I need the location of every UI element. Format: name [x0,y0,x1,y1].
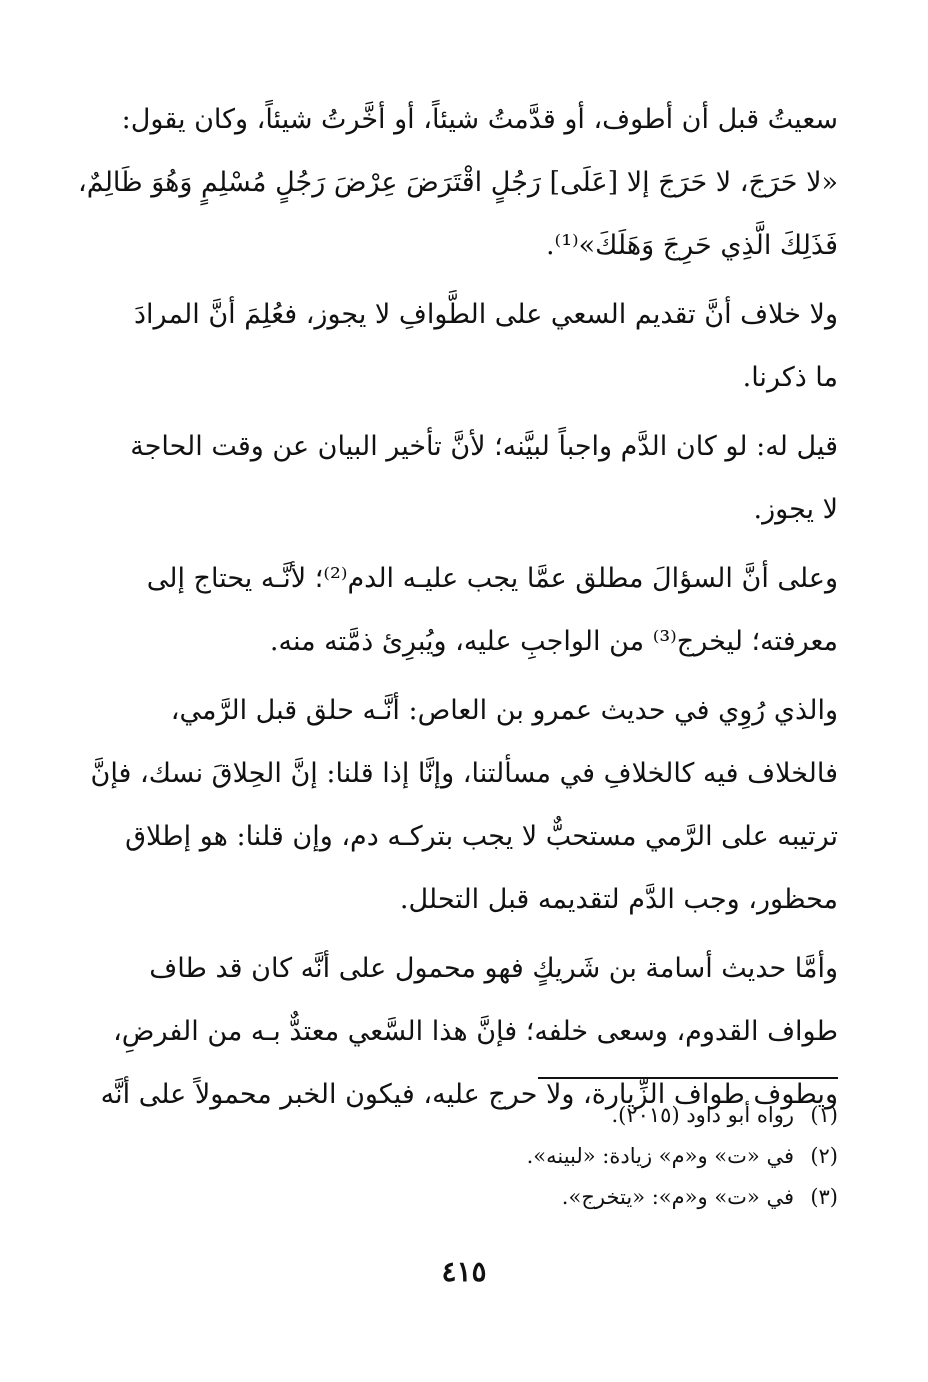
page-number: ٤١٥ [441,1255,487,1288]
main-text [78,88,838,1126]
footnote-text: في «ت» و«م»: «يتخرج». [561,1185,794,1209]
text-line: سعيتُ قبل أن أطوف، أو قدَّمتُ شيئاً، أو أخَّرتُ شيئاً، وكان يقول: [121,104,838,135]
paragraph [90,283,838,409]
footnote [90,1177,838,1218]
text-line: «لا حَرَجَ، لا حَرَجَ إلا [عَلَى] رَجُلٍ اقْتَرَضَ عِرْضَ رَجُلٍ مُسْلِمٍ وَهُوَ ظَالِمٌ، [78,167,838,198]
footnote-number: (٢) [810,1144,838,1168]
text-line: قيل له: لو كان الدَّم واجباً لبيَّنه؛ لأنَّ تأخير البيان عن وقت الحاجة [130,431,838,462]
text-line: محظور، وجب الدَّم لتقديمه قبل التحلل. [399,884,838,915]
text-line: معرفته؛ ليخرج⁽³⁾ من الواجبِ عليه، ويُبرِئ ذمَّته منه. [269,626,838,657]
footnote-separator [538,1077,838,1079]
text-line: والذي رُوِي في حديث عمرو بن العاص: أنَّـه حلق قبل الرَّمي، [170,695,838,726]
text-line: ويطوف طواف الزِّيارة، ولا حرج عليه، فيكون الخبر محمولاً على أنَّه [100,1079,838,1110]
footnotes [90,1095,838,1218]
paragraph [90,679,838,931]
footnote-number: (١) [810,1103,838,1127]
footnote-number: (٣) [810,1185,838,1209]
paragraph [78,88,838,277]
footnote [90,1095,838,1136]
paragraph [90,547,838,673]
footnote [90,1136,838,1177]
text-line: لا يجوز. [753,494,838,525]
text-line: طواف القدوم، وسعى خلفه؛ فإنَّ هذا السَّعي معتدٌّ بـه من الفرضِ، [113,1016,838,1047]
text-line: ترتيبه على الرَّمي مستحبٌّ لا يجب بتركـه دم، وإن قلنا: هو إطلاق [125,821,838,852]
text-line: فالخلاف فيه كالخلافِ في مسألتنا، وإنَّا إذا قلنا: إنَّ الحِلاقَ نسك، فإنَّ [90,758,838,789]
footnote-text: في «ت» و«م» زيادة: «لبينه». [526,1144,794,1168]
text-line: فَذَلِكَ الَّذِي حَرِجَ وَهَلَكَ»⁽¹⁾. [545,230,838,261]
text-line: ولا خلاف أنَّ تقديم السعي على الطَّوافِ لا يجوز، فعُلِمَ أنَّ المرادَ [134,299,838,330]
paragraph [90,415,838,541]
footnote-text: رواه أبو داود (٢٠١٥). [611,1103,794,1127]
text-line: وأمَّا حديث أسامة بن شَريكٍ فهو محمول على أنَّه كان قد طاف [149,953,838,984]
text-line: وعلى أنَّ السؤالَ مطلق عمَّا يجب عليـه الدم⁽²⁾؛ لأنَّـه يحتاج إلى [146,563,838,594]
text-line: ما ذكرنا. [742,362,838,393]
